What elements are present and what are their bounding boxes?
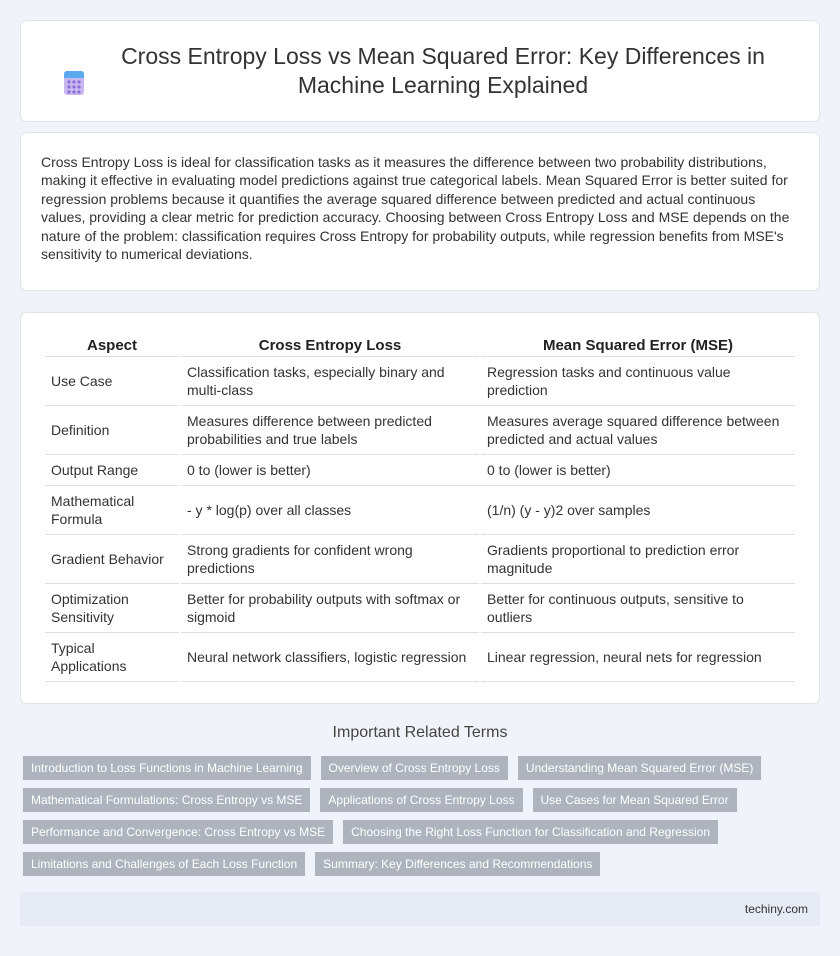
mse-cell: (1/n) (y - y)2 over samples (481, 486, 795, 535)
cross-entropy-cell: Strong gradients for confident wrong predictions (181, 535, 479, 584)
cross-entropy-cell: Classification tasks, especially binary and multi-class (181, 357, 479, 406)
related-term-tag[interactable]: Use Cases for Mean Squared Error (533, 788, 737, 812)
table-row (45, 357, 795, 406)
table-row (45, 406, 795, 455)
related-term-tag[interactable]: Summary: Key Differences and Recommendations (315, 852, 600, 876)
footer (20, 892, 820, 926)
aspect-cell: Definition (45, 406, 179, 455)
aspect-cell: Mathematical Formula (45, 486, 179, 535)
related-term-tag[interactable]: Choosing the Right Loss Function for Classification and Regression (343, 820, 718, 844)
table-header-row (45, 333, 795, 357)
related-terms-section (20, 724, 820, 876)
page-title: Cross Entropy Loss vs Mean Squared Error: Key Differences in Machine Learning Explained (121, 43, 765, 98)
header-cross-entropy: Cross Entropy Loss (181, 333, 479, 357)
mse-cell: 0 to (lower is better) (481, 455, 795, 486)
table-row (45, 455, 795, 486)
aspect-cell: Optimization Sensitivity (45, 584, 179, 633)
related-term-tag[interactable]: Limitations and Challenges of Each Loss Function (23, 852, 305, 876)
related-terms-title: Important Related Terms (332, 724, 508, 741)
table-row (45, 584, 795, 633)
aspect-cell: Output Range (45, 455, 179, 486)
calculator-icon (61, 70, 87, 96)
related-term-tag[interactable]: Overview of Cross Entropy Loss (321, 756, 508, 780)
cross-entropy-cell: Better for probability outputs with softmax or sigmoid (181, 584, 479, 633)
related-term-tag[interactable]: Mathematical Formulations: Cross Entropy vs MSE (23, 788, 310, 812)
aspect-cell: Gradient Behavior (45, 535, 179, 584)
table-row (45, 535, 795, 584)
cross-entropy-cell: Neural network classifiers, logistic regression (181, 633, 479, 682)
table-row (45, 633, 795, 682)
related-term-tag[interactable]: Performance and Convergence: Cross Entropy vs MSE (23, 820, 333, 844)
related-terms-tags (20, 756, 820, 876)
intro-card (20, 132, 820, 291)
site-credit[interactable]: techiny.com (744, 902, 808, 916)
related-term-tag[interactable]: Applications of Cross Entropy Loss (320, 788, 522, 812)
cross-entropy-cell: - y * log(p) over all classes (181, 486, 479, 535)
intro-paragraph: Cross Entropy Loss is ideal for classification tasks as it measures the difference between two probability distributions, making it effective in evaluating model predictions against true categorical labels. Mean Squared Error is better suited for regression problems because it quantifies the average squared difference between predicted and actual continuous values, providing a clear metric for prediction accuracy. Choosing between Cross Entropy Loss and MSE depends on the nature of the problem: classification requires Cross Entropy for probability outputs, while regression benefits from MSE's sensitivity to numerical deviations. (41, 154, 790, 263)
title-card (20, 20, 820, 122)
mse-cell: Linear regression, neural nets for regression (481, 633, 795, 682)
mse-cell: Regression tasks and continuous value prediction (481, 357, 795, 406)
aspect-cell: Use Case (45, 357, 179, 406)
related-term-tag[interactable]: Understanding Mean Squared Error (MSE) (518, 756, 761, 780)
related-term-tag[interactable]: Introduction to Loss Functions in Machine Learning (23, 756, 311, 780)
cross-entropy-cell: 0 to (lower is better) (181, 455, 479, 486)
comparison-table-card (20, 312, 820, 704)
comparison-table (43, 333, 797, 682)
cross-entropy-cell: Measures difference between predicted probabilities and true labels (181, 406, 479, 455)
aspect-cell: Typical Applications (45, 633, 179, 682)
mse-cell: Better for continuous outputs, sensitive to outliers (481, 584, 795, 633)
table-row (45, 486, 795, 535)
mse-cell: Measures average squared difference between predicted and actual values (481, 406, 795, 455)
mse-cell: Gradients proportional to prediction error magnitude (481, 535, 795, 584)
header-mse: Mean Squared Error (MSE) (481, 333, 795, 357)
header-aspect: Aspect (45, 333, 179, 357)
